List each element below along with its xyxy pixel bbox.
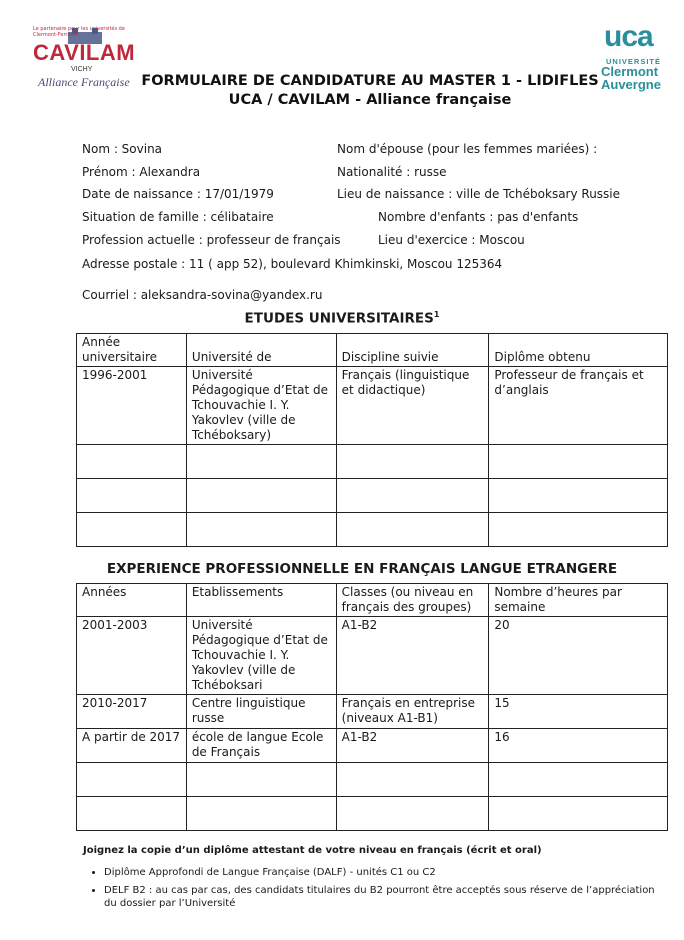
- table-cell: [489, 479, 668, 513]
- table-cell: 1996-2001: [77, 367, 187, 445]
- table-cell: [336, 513, 489, 547]
- table-cell: [186, 797, 336, 831]
- table-cell: [186, 445, 336, 479]
- field-lieu-exercice: Lieu d'exercice : Moscou: [378, 233, 525, 247]
- table-header-cell: Nombre d’heures par semaine: [489, 584, 668, 617]
- table-cell: école de langue Ecole de Français: [186, 729, 336, 763]
- table-cell: A partir de 2017: [77, 729, 187, 763]
- table-cell: [77, 479, 187, 513]
- table-header-row: [77, 334, 668, 367]
- table-header-row: [77, 584, 668, 617]
- uca-logo-line3: Auvergne: [601, 77, 661, 92]
- field-nombre-enfants: Nombre d'enfants : pas d'enfants: [378, 210, 579, 224]
- alliance-francaise-wordmark: Alliance Française: [38, 75, 130, 89]
- table-cell: Centre linguistique russe: [186, 695, 336, 729]
- field-nom: Nom : Sovina: [82, 142, 163, 156]
- table-cell: [489, 763, 668, 797]
- uca-logo-line2: Clermont: [601, 64, 659, 79]
- experience-section-title: EXPERIENCE PROFESSIONNELLE EN FRANÇAIS LANGUE ETRANGERE: [106, 561, 618, 577]
- field-date-naissance: Date de naissance : 17/01/1979: [82, 187, 274, 201]
- table-cell: 16: [489, 729, 668, 763]
- field-situation: Situation de famille : célibataire: [82, 210, 274, 224]
- table-cell: [77, 797, 187, 831]
- table-cell: Professeur de français et d’anglais: [489, 367, 668, 445]
- table-cell: [489, 445, 668, 479]
- table-cell: [77, 763, 187, 797]
- table-cell: [186, 513, 336, 547]
- footnote-marker: 1: [433, 310, 440, 319]
- field-adresse: Adresse postale : 11 ( app 52), boulevard Khimkinski, Moscou 125364: [82, 257, 503, 271]
- table-cell: A1-B2: [336, 617, 489, 695]
- field-courriel: Courriel : aleksandra-sovina@yandex.ru: [82, 288, 323, 302]
- cavilam-wordmark: CAVILAM: [33, 40, 136, 65]
- field-nom-epouse: Nom d'épouse (pour les femmes mariées) :: [337, 142, 598, 156]
- table-cell: [336, 479, 489, 513]
- form-title: FORMULAIRE DE CANDIDATURE AU MASTER 1 - LIDIFLES: [141, 73, 599, 89]
- field-lieu-naissance: Lieu de naissance : ville de Tchéboksary Russie: [337, 187, 621, 201]
- table-row: [77, 445, 668, 479]
- table-header-cell: Etablissements: [186, 584, 336, 617]
- table-row: [77, 695, 668, 729]
- table-header-cell: Discipline suivie: [336, 334, 489, 367]
- table-row: [77, 513, 668, 547]
- table-header-cell: Classes (ou niveau en français des groupes): [336, 584, 489, 617]
- table-row: [77, 763, 668, 797]
- table-cell: [336, 797, 489, 831]
- diploma-list: [86, 866, 664, 915]
- table-row: [77, 479, 668, 513]
- table-cell: [77, 513, 187, 547]
- table-cell: [489, 797, 668, 831]
- table-row: [77, 617, 668, 695]
- table-row: [77, 729, 668, 763]
- table-row: [77, 367, 668, 445]
- etudes-section-title: ETUDES UNIVERSITAIRES$^1$: [244, 310, 440, 327]
- field-prenom: Prénom : Alexandra: [82, 165, 201, 179]
- table-cell: [186, 479, 336, 513]
- table-cell: 2001-2003: [77, 617, 187, 695]
- table-cell: [77, 445, 187, 479]
- list-item: • Diplôme Approfondi de Langue Française (DALF) - unités C1 ou C2: [104, 866, 664, 879]
- uca-logo-line1: UNIVERSITÉ: [606, 57, 662, 66]
- table-cell: 20: [489, 617, 668, 695]
- etudes-table: [76, 333, 668, 547]
- table-row: [77, 797, 668, 831]
- table-cell: 2010-2017: [77, 695, 187, 729]
- cavilam-city: VICHY: [71, 66, 93, 73]
- experience-table: [76, 583, 668, 831]
- table-cell: Français en entreprise (niveaux A1-B1): [336, 695, 489, 729]
- form-subtitle: UCA / CAVILAM - Alliance française: [228, 92, 512, 108]
- table-cell: A1-B2: [336, 729, 489, 763]
- cavilam-tagline: Le partenaire pour les universités de Clermont-Ferrand: [33, 26, 125, 38]
- table-cell: Université Pédagogique d’Etat de Tchouvachie I. Y. Yakovlev (ville de Tchéboksary): [186, 367, 336, 445]
- table-header-cell: Année universitaire: [77, 334, 187, 367]
- list-item: • DELF B2 : au cas par cas, des candidats titulaires du B2 pourront être acceptés sous réserve de l’appréciation du dossier par l’Université: [104, 884, 664, 910]
- table-header-cell: Années: [77, 584, 187, 617]
- field-profession: Profession actuelle : professeur de français: [82, 233, 341, 247]
- table-cell: [336, 445, 489, 479]
- table-cell: [489, 513, 668, 547]
- table-cell: [336, 763, 489, 797]
- table-cell: 15: [489, 695, 668, 729]
- table-header-cell: Université de: [186, 334, 336, 367]
- uca-logo-mark: uca: [604, 20, 653, 53]
- table-header-cell: Diplôme obtenu: [489, 334, 668, 367]
- table-cell: Français (linguistique et didactique): [336, 367, 489, 445]
- table-cell: Université Pédagogique d’Etat de Tchouvachie I. Y. Yakovlev (ville de Tchéboksari: [186, 617, 336, 695]
- field-nationalite: Nationalité : russe: [337, 165, 447, 179]
- diploma-note: Joignez la copie d’un diplôme attestant de votre niveau en français (écrit et oral): [83, 845, 542, 856]
- table-cell: [186, 763, 336, 797]
